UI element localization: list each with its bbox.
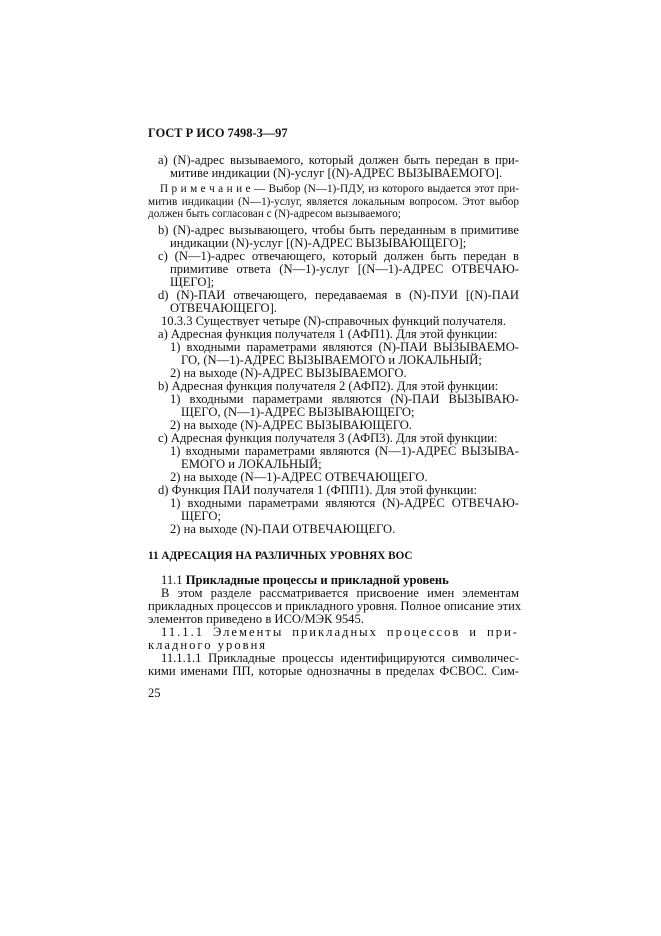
text-line: 1) входными параметрами являются (N)-АДРЕС ОТВЕЧАЮ- (170, 496, 519, 510)
text-line: митиве индикации (N)-услуг [(N)-АДРЕС ВЫЗЫВАЕМОГО]. (170, 166, 503, 180)
text-line: ЩЕГО]; (170, 275, 215, 289)
text-line: 10.3.3 Существует четыре (N)-справочных функций получателя. (161, 314, 506, 328)
text-line: а) Адресная функция получателя 1 (АФП1). Для этой функции: (158, 327, 498, 341)
text-line: 1) входными параметрами являются (N)-ПАИ ВЫЗЫВАЮ- (170, 392, 519, 406)
text-line: ГО, (N—1)-АДРЕС ВЫЗЫВАЕМОГО и ЛОКАЛЬНЫЙ; (181, 353, 482, 367)
text-line: c) (N—1)-адрес отвечающего, который должен быть передан в (158, 249, 519, 263)
text-line: b) Адресная функция получателя 2 (АФП2). Для этой функции: (158, 379, 499, 393)
text-line: а) (N)-адрес вызываемого, который должен быть передан в при- (158, 153, 519, 167)
text-line: c) Адресная функция получателя 3 (АФП3). Для этой функции: (158, 431, 498, 445)
text-line: примитиве ответа (N—1)-услуг [(N—1)-АДРЕС ОТВЕЧАЮ- (170, 262, 519, 276)
text-line: 1) входными параметрами являются (N)-ПАИ ВЫЗЫВАЕМО- (170, 340, 519, 354)
running-header: ГОСТ Р ИСО 7498-3—97 (148, 126, 288, 140)
text-line: ЩЕГО, (N—1)-АДРЕС ВЫЗЫВАЮЩЕГО; (181, 405, 415, 419)
text-line: прикладных процессов и прикладного уровня. Полное описание этих (148, 599, 522, 613)
text-line: 1) входными параметрами являются (N—1)-АДРЕС ВЫЗЫВА- (170, 444, 519, 458)
text-line: d) (N)-ПАИ отвечающего, передаваемая в (N)-ПУИ [(N)-ПАИ (158, 288, 519, 302)
text-line: 2) на выходе (N)-АДРЕС ВЫЗЫВАЮЩЕГО. (170, 418, 412, 432)
text-line: кими именами ПП, которые однозначны в пределах ФСВОС. Сим- (148, 664, 519, 678)
text-line: элементов приведено в ИСО/МЭК 9545. (148, 612, 364, 626)
text-line: В этом разделе рассматривается присвоение имен элементам (161, 586, 519, 600)
text-line: d) Функция ПАИ получателя 1 (ФПП1). Для этой функции: (158, 483, 477, 497)
text-line: ЩЕГО; (181, 509, 221, 523)
text-line: должен быть согласован с (N)-адресом вызываемого; (148, 208, 401, 220)
text-line: П р и м е ч а н и е — Выбор (N—1)-ПДУ, из которого выдается этот при- (160, 183, 519, 195)
subsection-number: 11.1 (161, 573, 186, 587)
text-line: 2) на выходе (N)-АДРЕС ВЫЗЫВАЕМОГО. (170, 366, 407, 380)
subsection-title: Прикладные процессы и прикладной уровень (185, 573, 449, 587)
text-line: ЕМОГО и ЛОКАЛЬНЫЙ; (181, 457, 322, 471)
section-heading: 11 АДРЕСАЦИЯ НА РАЗЛИЧНЫХ УРОВНЯХ ВОС (148, 550, 413, 562)
text-line: b) (N)-адрес вызывающего, чтобы быть переданным в примитиве (158, 223, 519, 237)
text-line: индикации (N)-услуг [(N)-АДРЕС ВЫЗЫВАЮЩЕГО]; (170, 236, 467, 250)
text-line: кладного уровня (148, 638, 268, 652)
text-line: 2) на выходе (N—1)-АДРЕС ОТВЕЧАЮЩЕГО. (170, 470, 428, 484)
text-line: ОТВЕЧАЮЩЕГО]. (170, 301, 277, 315)
text-line: 11.1.1.1 Прикладные процессы идентифицируются символичес- (161, 651, 519, 665)
text-line: 11.1.1 Элементы прикладных процессов и при- (161, 625, 519, 639)
text-line: митив индикации (N—1)-услуг, является локальным вопросом. Этот выбор (148, 196, 519, 208)
page-number: 25 (148, 686, 161, 700)
text-line: 2) на выходе (N)-ПАИ ОТВЕЧАЮЩЕГО. (170, 522, 396, 536)
